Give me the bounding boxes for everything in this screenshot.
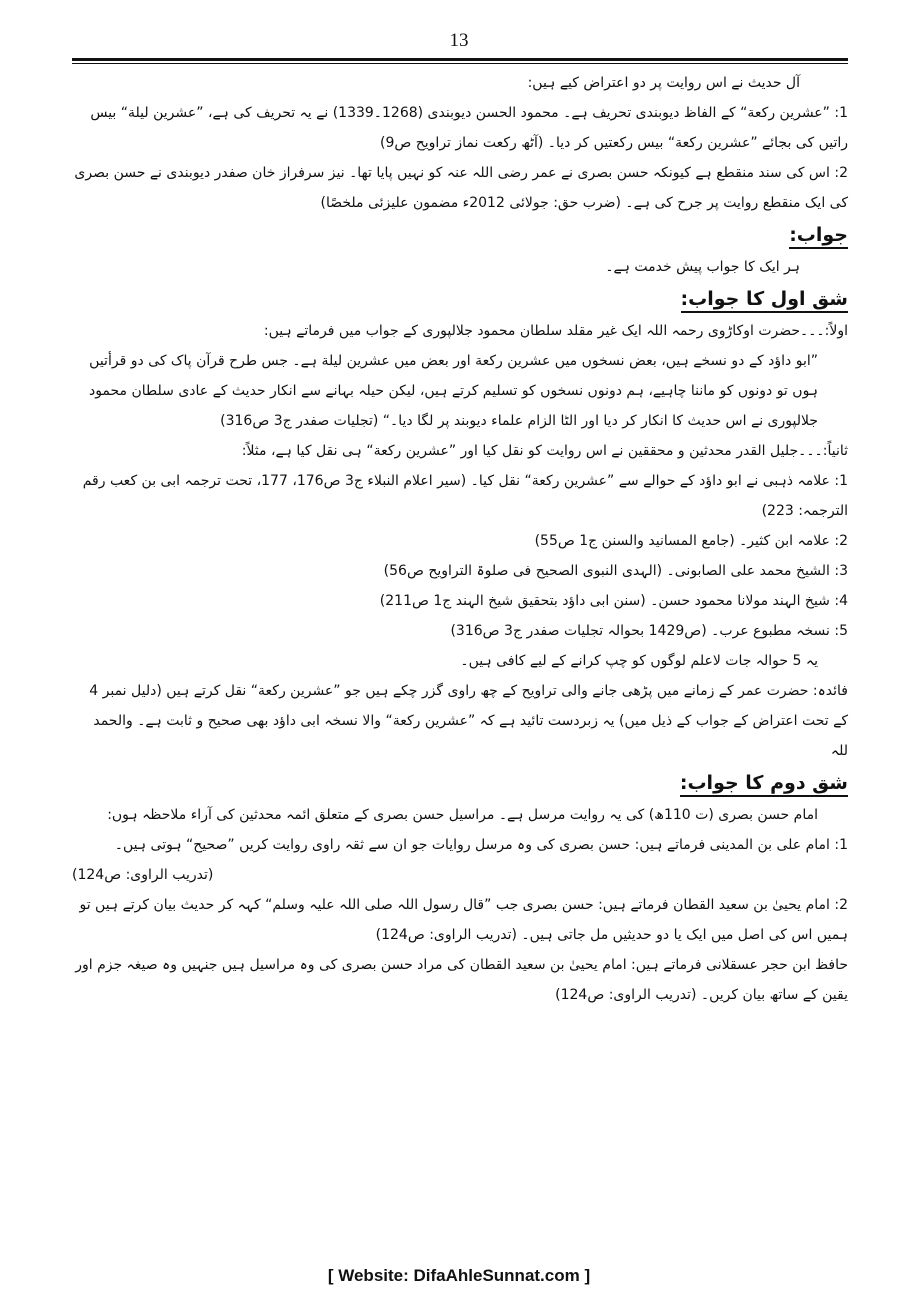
website-footer: [ Website: DifaAhleSunnat.com ] (327, 1266, 591, 1285)
part2-item-1-ref: (تدریب الراوی: ص124) (72, 867, 214, 883)
intro-paragraph: آل حدیث نے اس روایت پر دو اعتراض کیے ہیں: (527, 75, 800, 91)
part1-first-point: اولاً:۔۔۔حضرت اوکاڑوی رحمہ اللہ ایک غیر مقلد سلطان محمود جلالپوری کے جواب میں فرماتے ہیں: (263, 323, 848, 339)
part1-ref-3: 3: الشیخ محمد علی الصابونی۔ (الہدی النبوی الصحیح فی صلوۃ التراویح ص56) (383, 563, 848, 579)
page-number: 13 (449, 30, 469, 51)
answer-heading: جواب: (72, 218, 848, 252)
objection-1: 1: ”عشرین رکعة“ کے الفاظ دیوبندی تحریف ہے۔ محمود الحسن دیوبندی (1268۔1339) نے یہ تحریف کی ہے، ”عشرین لیلة“ بیس راتیں کی بجائے ”عشرین رکعة“ بیس رکعتیں کر دیا۔ (آٹھ رکعت نماز تراویح ص9) (90, 105, 848, 151)
part1-ref-2: 2: علامہ ابن کثیر۔ (جامع المسانید والسنن ج1 ص55) (534, 533, 848, 549)
part1-ref-4: 4: شیخ الہند مولانا محمود حسن۔ (سنن ابی داؤد بتحقیق شیخ الہند ج1 ص211) (379, 593, 848, 609)
part1-ref-1: 1: علامہ ذہبی نے ابو داؤد کے حوالے سے ”عشرین رکعة“ نقل کیا۔ (سیر اعلام النبلاء ج3 ص176، 177، تحت ترجمہ ابی بن کعب رقم الترجمہ: 223) (82, 473, 848, 519)
part2-heading: شق دوم کا جواب: (72, 766, 848, 800)
objection-2: 2: اس کی سند منقطع ہے کیونکہ حسن بصری نے عمر رضی اللہ عنہ کو نہیں پایا تھا۔ نیز سرفراز خان صفدر دیوبندی نے حسن بصری کی ایک منقطع روایت پر جرح کی ہے۔ (ضرب حق: جولائی 2012ء مضمون علیزئی ملخصًا) (74, 165, 848, 211)
part1-conclusion: یہ 5 حوالہ جات لاعلم لوگوں کو چپ کرانے کے لیے کافی ہیں۔ (460, 653, 818, 669)
part2-item-3: حافظ ابن حجر عسقلانی فرماتے ہیں: امام یحییٰ بن سعید القطان کی مراد حسن بصری کی وہ مراسیل ہیں جنہیں وہ صیغہ جزم اور یقین کے ساتھ بیان کریں۔ (تدریب الراوی: ص124) (75, 957, 848, 1003)
part1-ref-5: 5: نسخہ مطبوع عرب۔ (ص1429 بحوالہ تجلیات صفدر ج3 ص316) (450, 623, 848, 639)
part1-quote: ”ابو داؤد کے دو نسخے ہیں، بعض نسخوں میں عشرین رکعة اور بعض میں عشرین لیلة ہے۔ جس طرح قرآن پاک کی دو قرأتیں ہوں تو دونوں کو ماننا چاہیے، ہم دونوں نسخوں کو تسلیم کرتے ہیں، لیکن حیلہ بہانے سے انکار حدیث کے عادی سلطان محمود جلالپوری نے اس حدیث کا انکار کر دیا اور الٹا الزام علماء دیوبند پر لگا دیا۔“ (تجلیات صفدر ج3 ص316) (88, 353, 818, 429)
part2-intro: امام حسن بصری (ت 110ھ) کی یہ روایت مرسل ہے۔ مراسیل حسن بصری کے متعلق ائمہ محدثین کی آراء ملاحظہ ہوں: (107, 807, 818, 823)
answer-intro: ہر ایک کا جواب پیش خدمت ہے۔ (605, 259, 800, 275)
part2-item-2: 2: امام یحییٰ بن سعید القطان فرماتے ہیں: حسن بصری جب ”قال رسول اللہ صلی اللہ علیہ وسلم“ کہہ کر حدیث بیان کرتے ہیں تو ہمیں اس کی اصل میں ایک یا دو حدیثیں مل جاتی ہیں۔ (تدریب الراوی: ص124) (79, 897, 848, 943)
header-rule-thin (72, 63, 848, 64)
part2-item-1: 1: امام علی بن المدینی فرماتے ہیں: حسن بصری کی وہ مرسل روایات جو ان سے ثقہ راوی روایت کریں ”صحیح“ ہوتی ہیں۔ (114, 837, 848, 853)
part1-heading: شق اول کا جواب: (72, 282, 848, 316)
part1-second-point: ثانیاً:۔۔۔جلیل القدر محدثین و محققین نے اس روایت کو نقل کیا اور ”عشرین رکعة“ ہی نقل کیا ہے، مثلاً: (241, 443, 848, 459)
page-body (72, 68, 848, 1010)
faida-note: فائدہ: حضرت عمر کے زمانے میں پڑھی جانے والی تراویح کے چھ راوی گزر چکے ہیں جو ”عشرین رکعة“ نقل کرتے ہیں (دلیل نمبر 4 کے تحت اعتراض کے جواب کے ذیل میں) یہ زبردست تائید ہے کہ ”عشرین رکعة“ والا نسخہ ابی داؤد بھی صحیح و ثابت ہے۔ والحمد للہ (89, 683, 848, 759)
header-rule (72, 58, 848, 61)
